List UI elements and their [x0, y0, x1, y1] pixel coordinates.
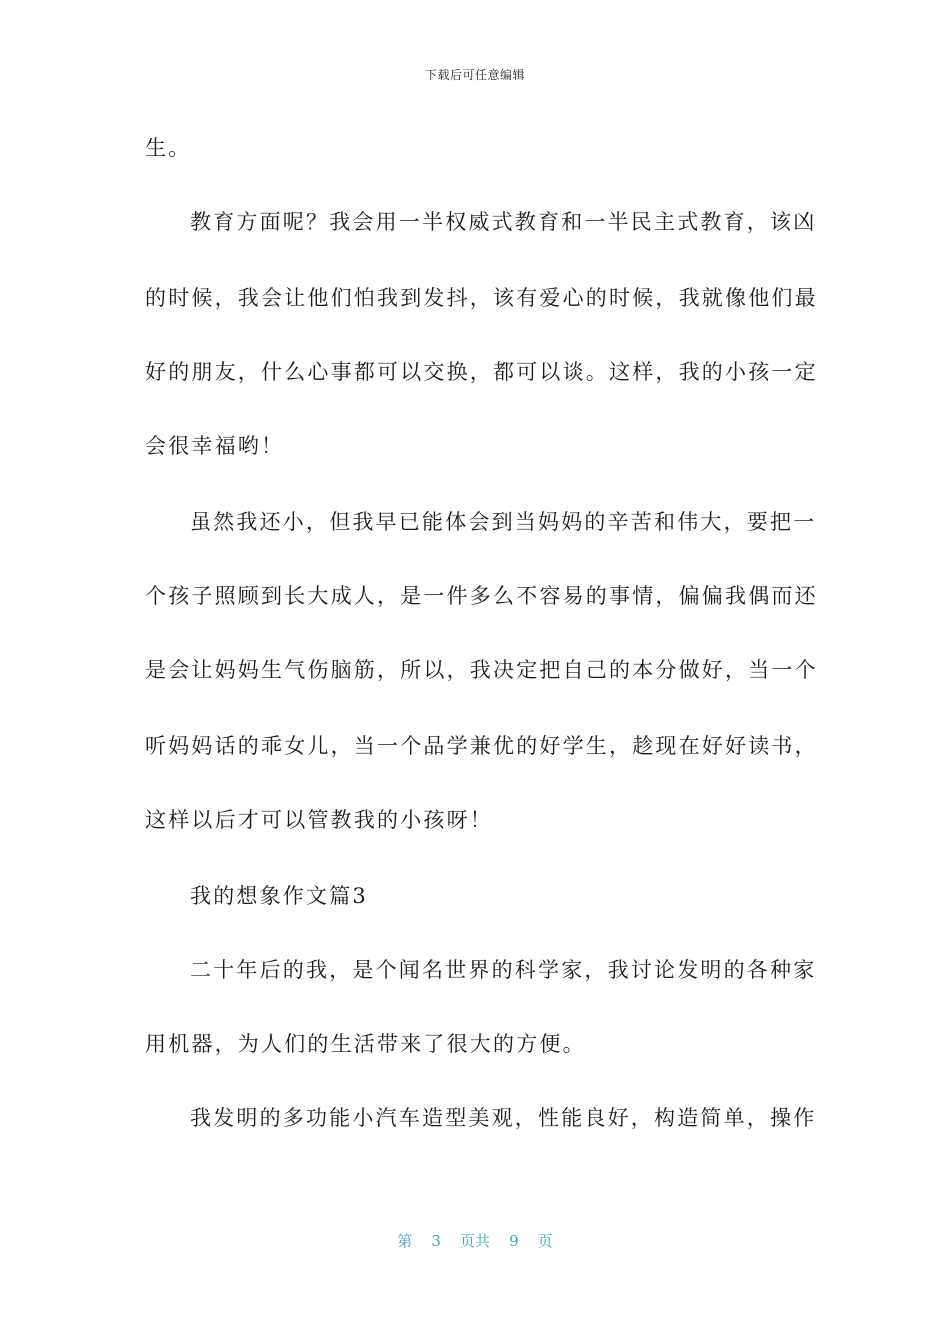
- footer-prefix: 第: [397, 1232, 413, 1250]
- text-line-1: 生。: [145, 136, 192, 160]
- text-line-13: 用机器，为人们的生活带来了很大的方便。: [145, 1032, 586, 1056]
- text-line-7: 个孩子照顾到长大成人，是一件多么不容易的事情，偏偏我偶而还: [145, 584, 818, 608]
- footer-middle: 页共: [459, 1232, 490, 1250]
- page-header: 下载后可任意编辑: [424, 68, 525, 82]
- text-line-8: 是会让妈妈生气伤脑筋，所以，我决定把自己的本分做好，当一个: [145, 658, 818, 682]
- text-line-12: 二十年后的我，是个闻名世界的科学家，我讨论发明的各种家: [190, 958, 817, 982]
- text-line-9: 听妈妈话的乖女儿，当一个品学兼优的好学生，趁现在好好读书，: [145, 734, 818, 758]
- footer-total-pages: 9: [509, 1232, 519, 1250]
- text-line-5: 会很幸福哟！: [145, 434, 285, 458]
- page-footer: [0, 1230, 950, 1251]
- text-line-2: 教育方面呢？我会用一半权威式教育和一半民主式教育，该凶: [190, 210, 817, 234]
- text-line-14: 我发明的多功能小汽车造型美观，性能良好，构造简单，操作: [190, 1106, 817, 1130]
- text-line-6: 虽然我还小，但我早已能体会到当妈妈的辛苦和伟大，要把一: [190, 510, 817, 534]
- section-heading: 我的想象作文篇3: [190, 884, 368, 908]
- footer-suffix: 页: [537, 1232, 553, 1250]
- text-line-10: 这样以后才可以管教我的小孩呀！: [145, 808, 493, 832]
- text-line-3: 的时候，我会让他们怕我到发抖，该有爱心的时候，我就像他们最: [145, 286, 818, 310]
- footer-page-number: 3: [431, 1232, 441, 1250]
- text-line-4: 好的朋友，什么心事都可以交换，都可以谈。这样，我的小孩一定: [145, 360, 818, 384]
